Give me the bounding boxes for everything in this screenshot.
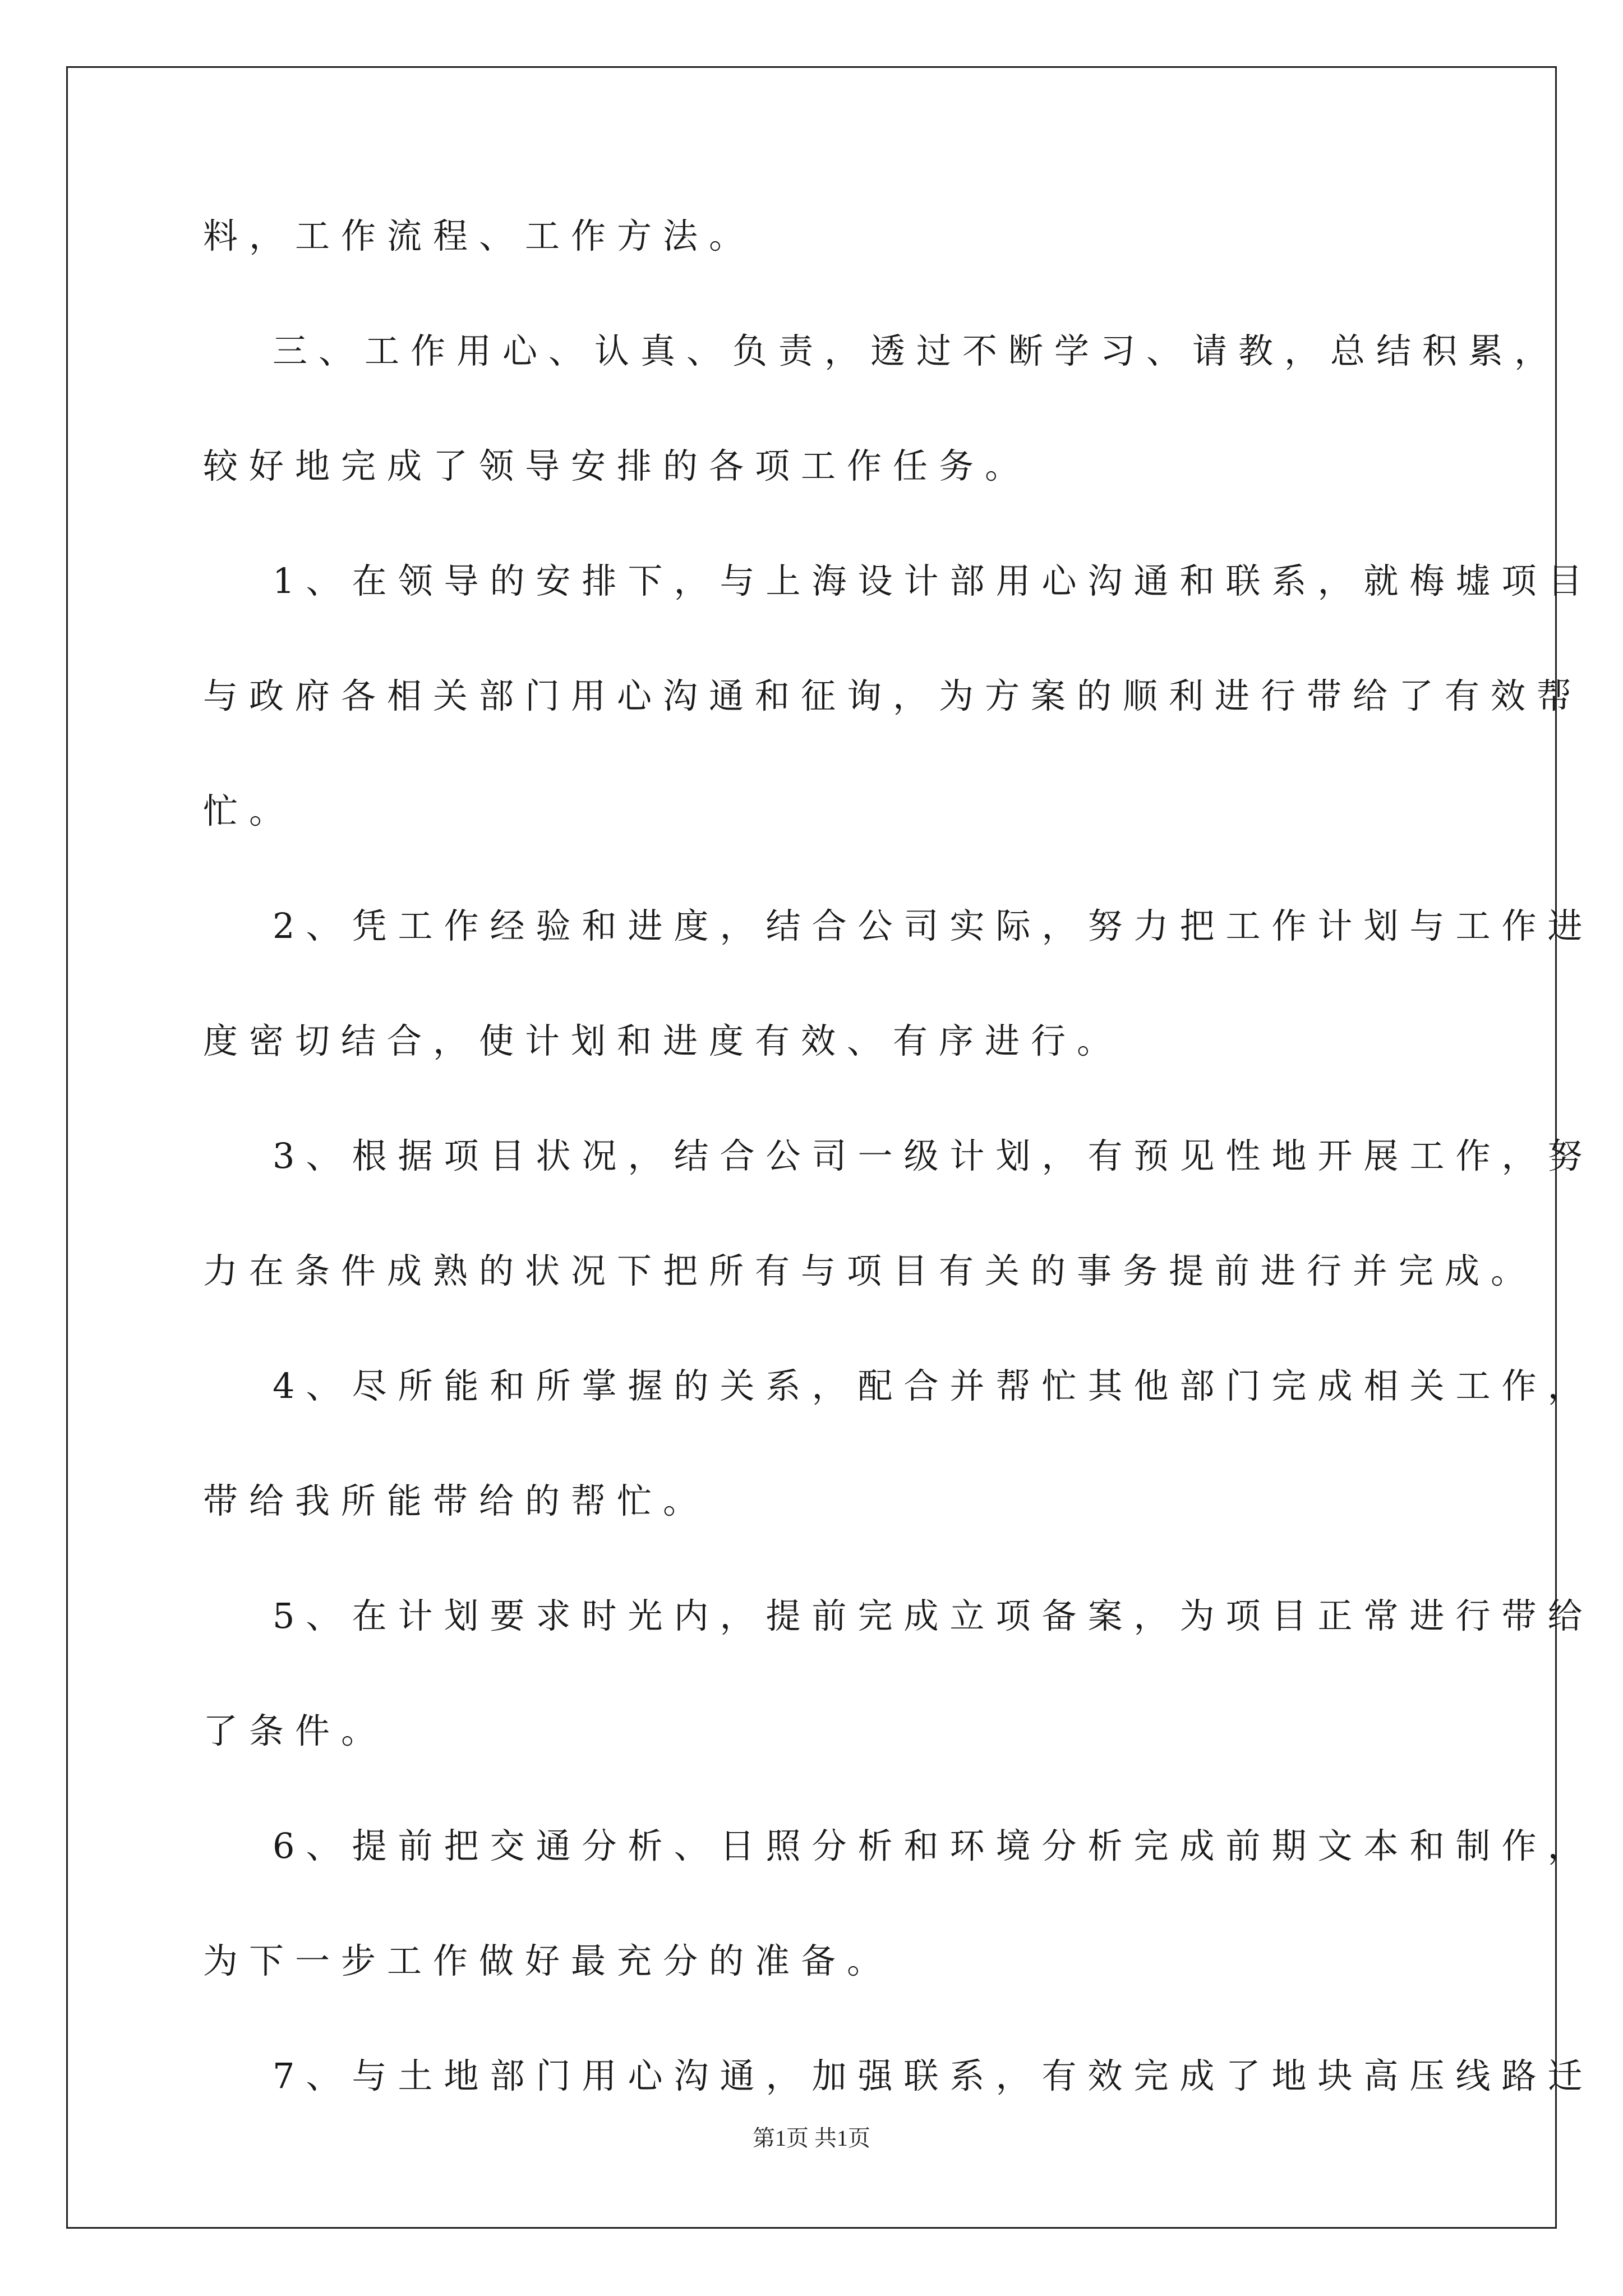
text-line: 力在条件成熟的状况下把所有与项目有关的事务提前进行并完成。 — [203, 1250, 1537, 1291]
text-line: 三、工作用心、认真、负责，透过不断学习、请教，总结积累， — [273, 330, 1561, 371]
text-line: 与政府各相关部门用心沟通和征询，为方案的顺利进行带给了有效帮 — [203, 675, 1583, 716]
text-line: 了条件。 — [203, 1710, 388, 1751]
text-line: 料，工作流程、工作方法。 — [203, 215, 755, 256]
text-line: 较好地完成了领导安排的各项工作任务。 — [203, 445, 1031, 486]
text-line: 7、与土地部门用心沟通，加强联系，有效完成了地块高压线路迁 — [273, 2055, 1594, 2096]
page-number-footer: 第1页 共1页 — [753, 2125, 870, 2151]
text-line: 3、根据项目状况，结合公司一级计划，有预见性地开展工作，努 — [273, 1135, 1594, 1176]
text-line: 2、凭工作经验和进度，结合公司实际，努力把工作计划与工作进 — [273, 905, 1594, 946]
text-line: 忙。 — [203, 790, 296, 831]
text-line: 带给我所能带给的帮忙。 — [203, 1480, 709, 1521]
text-line: 度密切结合，使计划和进度有效、有序进行。 — [203, 1020, 1123, 1061]
text-line: 1、在领导的安排下，与上海设计部用心沟通和联系，就梅墟项目 — [273, 560, 1594, 601]
text-line: 为下一步工作做好最充分的准备。 — [203, 1940, 893, 1981]
text-line: 4、尽所能和所掌握的关系，配合并帮忙其他部门完成相关工作， — [273, 1365, 1594, 1406]
text-line: 5、在计划要求时光内，提前完成立项备案，为项目正常进行带给 — [273, 1595, 1594, 1636]
text-line: 6、提前把交通分析、日照分析和环境分析完成前期文本和制作， — [273, 1825, 1594, 1866]
